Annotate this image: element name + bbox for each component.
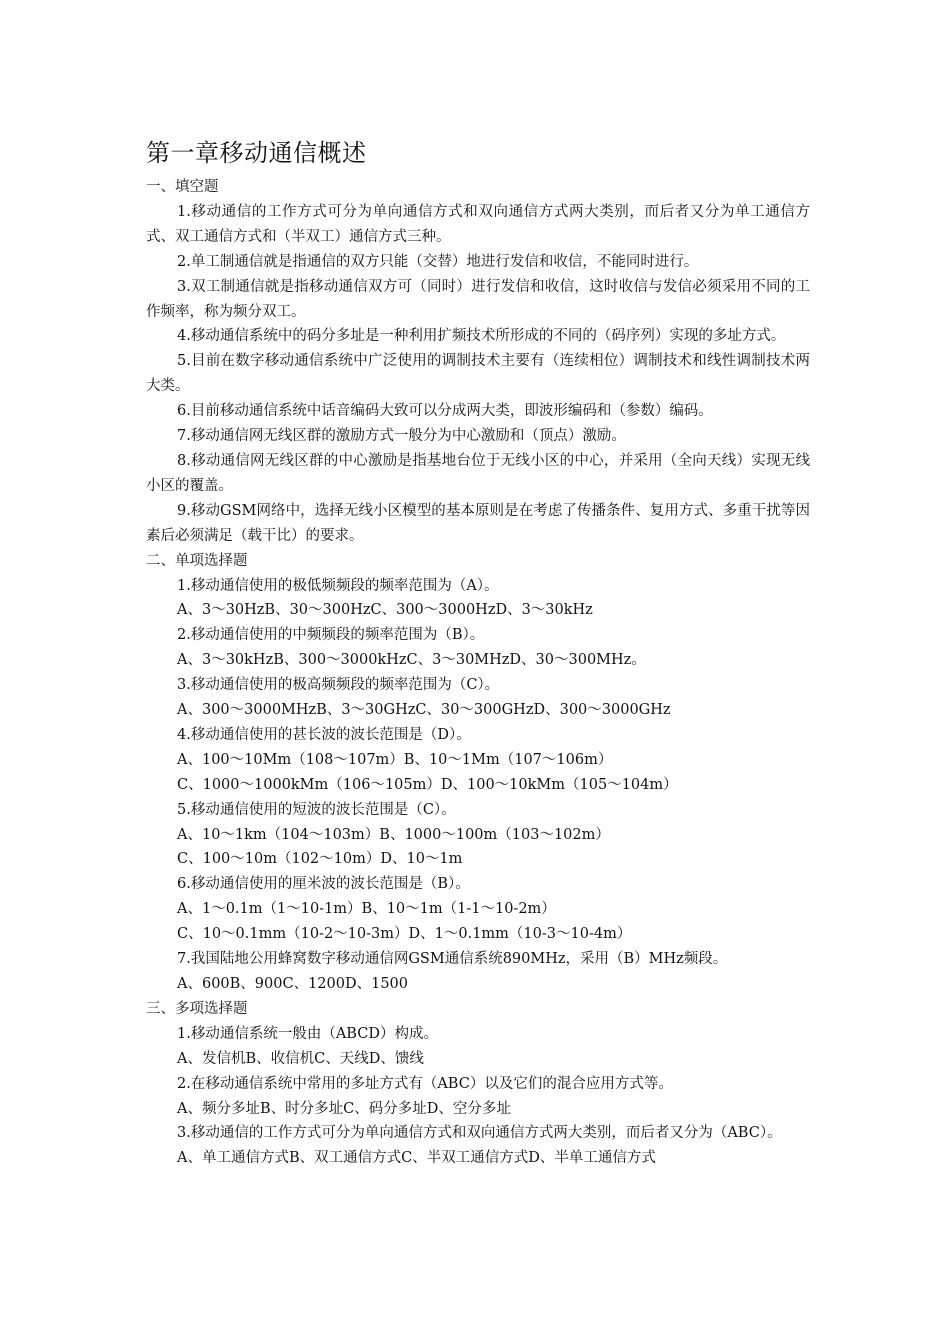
answer-options: A、300～3000MHzB、3～30GHzC、30～300GHzD、300～3000GHz [177, 702, 671, 719]
question-line: 3.移动通信使用的极高频频段的频率范围为（C）。 [177, 677, 500, 694]
question-paragraph: 8.移动通信网无线区群的中心激励是指基地台位于无线小区的中心，并采用（全向天线）实现无线小区的覆盖。 [146, 452, 810, 494]
chapter-title: 第一章移动通信概述 [146, 139, 367, 167]
question-paragraph: 5.目前在数字移动通信系统中广泛使用的调制技术主要有（连续相位）调制技术和线性调制技术两大类。 [146, 353, 810, 395]
answer-options: C、10～0.1mm（10-2～10-3m）D、1～0.1mm（10-3～10-4m） [177, 926, 632, 943]
question-paragraph: 3.移动通信的工作方式可分为单向通信方式和双向通信方式两大类别，而后者又分为（ABC）。 [177, 1125, 782, 1142]
question-line: 2.在移动通信系统中常用的多址方式有（ABC）以及它们的混合应用方式等。 [177, 1075, 673, 1092]
question-line: 4.移动通信使用的甚长波的波长范围是（D）。 [177, 726, 471, 743]
question-line: 7.我国陆地公用蜂窝数字移动通信网GSM通信系统890MHz，采用（B）MHz频段。 [177, 951, 728, 968]
answer-options: A、600B、900C、1200D、1500 [177, 976, 409, 992]
question-paragraph: 7.移动通信网无线区群的激励方式一般分为中心激励和（顶点）激励。 [177, 428, 626, 445]
question-paragraph: 1.移动通信的工作方式可分为单向通信方式和双向通信方式两大类别，而后者又分为单工通信方式、双工通信方式和（半双工）通信方式三种。 [146, 203, 810, 245]
section-heading-single-choice: 二、单项选择题 [146, 552, 248, 569]
document-content [146, 136, 810, 1171]
section-heading-fill-blank: 一、填空题 [146, 179, 219, 195]
question-paragraph: 2.单工制通信就是指通信的双方只能（交替）地进行发信和收信，不能同时进行。 [177, 253, 699, 270]
answer-options: C、1000～1000kMm（106～105m）D、100～10kMm（105～104m） [177, 776, 678, 793]
answer-options: A、100～10Mm（108～107m）B、10～1Mm（107～106m） [177, 751, 613, 768]
question-line: 5.移动通信使用的短波的波长范围是（C）。 [177, 801, 456, 818]
answer-options: A、10～1km（104～103m）B、1000～100m（103～102m） [177, 826, 610, 843]
answer-options: A、频分多址B、时分多址C、码分多址D、空分多址 [177, 1100, 511, 1117]
question-paragraph: 3.双工制通信就是指移动通信双方可（同时）进行发信和收信，这时收信与发信必须采用不同的工作频率，称为频分双工。 [146, 278, 810, 320]
answer-options: A、发信机B、收信机C、天线D、馈线 [177, 1050, 424, 1067]
section-heading-multi-choice: 三、多项选择题 [146, 1000, 248, 1017]
question-paragraph: 6.目前移动通信系统中话音编码大致可以分成两大类，即波形编码和（参数）编码。 [177, 403, 713, 420]
question-line: 2.移动通信使用的中频频段的频率范围为（B）。 [177, 627, 485, 644]
question-line: 1.移动通信使用的极低频频段的频率范围为（A）。 [177, 577, 499, 594]
question-line: 1.移动通信系统一般由（ABCD）构成。 [177, 1025, 438, 1042]
answer-options: C、100～10m（102～10m）D、10～1m [177, 851, 463, 868]
answer-options: A、3～30kHzB、300～3000kHzC、3～30MHzD、30～300MHz。 [177, 652, 646, 669]
question-line: 6.移动通信使用的厘米波的波长范围是（B）。 [177, 876, 470, 893]
question-paragraph: 4.移动通信系统中的码分多址是一种利用扩频技术所形成的不同的（码序列）实现的多址方式。 [177, 328, 786, 345]
answer-options: A、单工通信方式B、双工通信方式C、半双工通信方式D、半单工通信方式 [177, 1150, 656, 1167]
answer-options: A、1～0.1m（1～10-1m）B、10～1m（1-1～10-2m） [177, 901, 556, 918]
question-paragraph: 9.移动GSM网络中，选择无线小区模型的基本原则是在考虑了传播条件、复用方式、多重干扰等因素后必须满足（载干比）的要求。 [146, 502, 810, 544]
answer-options: A、3～30HzB、30～300HzC、300～3000HzD、3～30kHz [177, 602, 593, 619]
